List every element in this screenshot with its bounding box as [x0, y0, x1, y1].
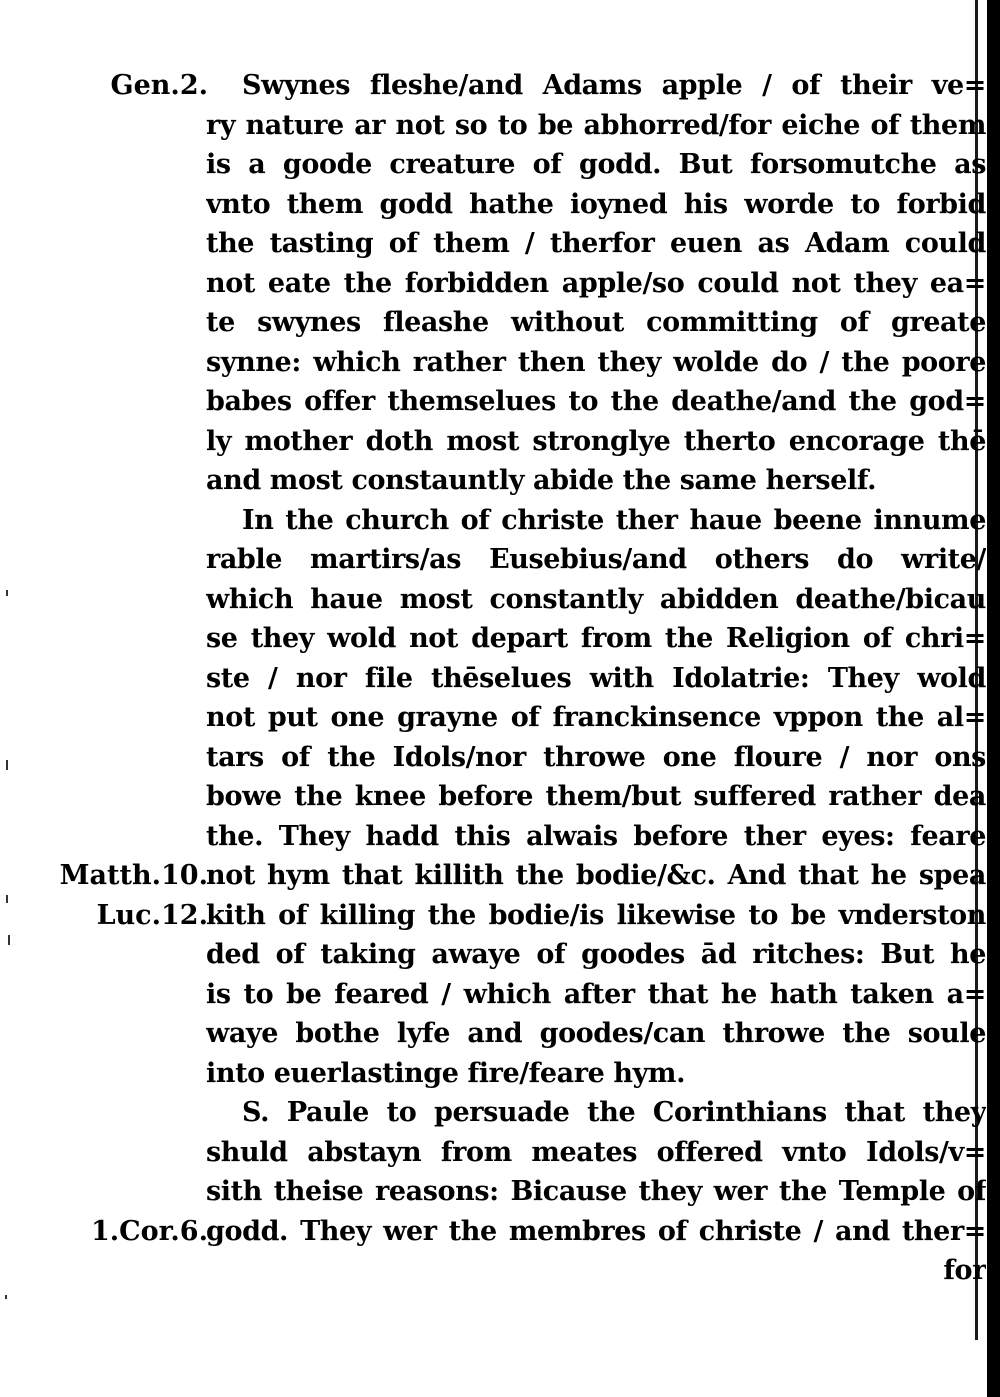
text-line: S. Paule to persuade the Corinthians that they	[242, 1097, 986, 1128]
text-line: se they wold not depart from the Religion of chri=	[206, 623, 986, 654]
text-line: the. They hadd this alwais before ther eyes: feare	[206, 820, 986, 852]
scan-speck	[6, 760, 8, 770]
text-line: synne: which rather then they wolde do / the poore	[206, 346, 986, 378]
scan-speck	[5, 1295, 7, 1299]
text-line: sith theise reasons: Bicause they wer the Temple of	[206, 1176, 986, 1207]
text-line: waye bothe lyfe and goodes/can throwe the soule	[206, 1018, 986, 1049]
text-line: rable martirs/as Eusebius/and others do write/	[206, 544, 986, 575]
margin-note-luc: Luc.12.	[96, 899, 208, 931]
scan-speck	[6, 895, 8, 903]
text-line: ry nature ar not so to be abhorred/for eiche of them	[206, 109, 986, 141]
text-line: is to be feared / which after that he hath taken a=	[206, 978, 986, 1010]
text-line: not put one grayne of franckinsence vppon the al=	[206, 702, 986, 733]
text-line: godd. They wer the membres of christe / and ther=	[206, 1215, 986, 1247]
text-line: ly mother doth most stronglye therto encorage thē	[206, 425, 986, 457]
text-line: ded of taking awaye of goodes ād ritches: But he	[206, 939, 986, 970]
scan-speck	[6, 590, 8, 596]
text-line: babes offer themselues to the deathe/and the god=	[206, 386, 986, 417]
text-line: is a goode creature of godd. But forsomutche as	[206, 149, 986, 180]
text-line: shuld abstayn from meates offered vnto Idols/v=	[206, 1136, 986, 1168]
margin-note-matth: Matth.10.	[59, 860, 208, 891]
body-text	[206, 66, 986, 1291]
text-line: bowe the knee before them/but suffered rather dea	[206, 781, 986, 812]
text-line: not hym that killith the bodie/&c. And that he spea	[206, 860, 986, 891]
text-line: which haue most constantly abidden deathe/bicau	[206, 583, 986, 615]
page-gutter-shadow	[987, 0, 1000, 1397]
text-line: kith of killing the bodie/is likewise to be vnderston	[206, 899, 986, 931]
text-line: the tasting of them / therfor euen as Adam could	[206, 228, 986, 259]
text-line: not eate the forbidden apple/so could not they ea=	[206, 267, 986, 299]
text-line: tars of the Idols/nor throwe one floure / nor ons	[206, 741, 986, 773]
text-line: te swynes fleashe without committing of greate	[206, 307, 986, 338]
text-line: into euerlastinge fire/feare hym.	[206, 1057, 686, 1089]
catchword: for	[943, 1255, 986, 1286]
margin-note-cor: 1.Cor.6.	[90, 1215, 208, 1247]
text-line: and most constauntly abide the same herself.	[206, 465, 877, 496]
text-line: Swynes fleshe/and Adams apple / of their ve=	[242, 70, 986, 101]
scan-speck	[8, 935, 10, 945]
text-line: In the church of christe ther haue beene innume	[242, 504, 986, 536]
text-line: ste / nor file thēselues with Idolatrie: They wold	[206, 662, 986, 694]
text-line: vnto them godd hathe ioyned his worde to forbid	[206, 188, 986, 220]
margin-note-gen: Gen.2.	[110, 70, 208, 101]
